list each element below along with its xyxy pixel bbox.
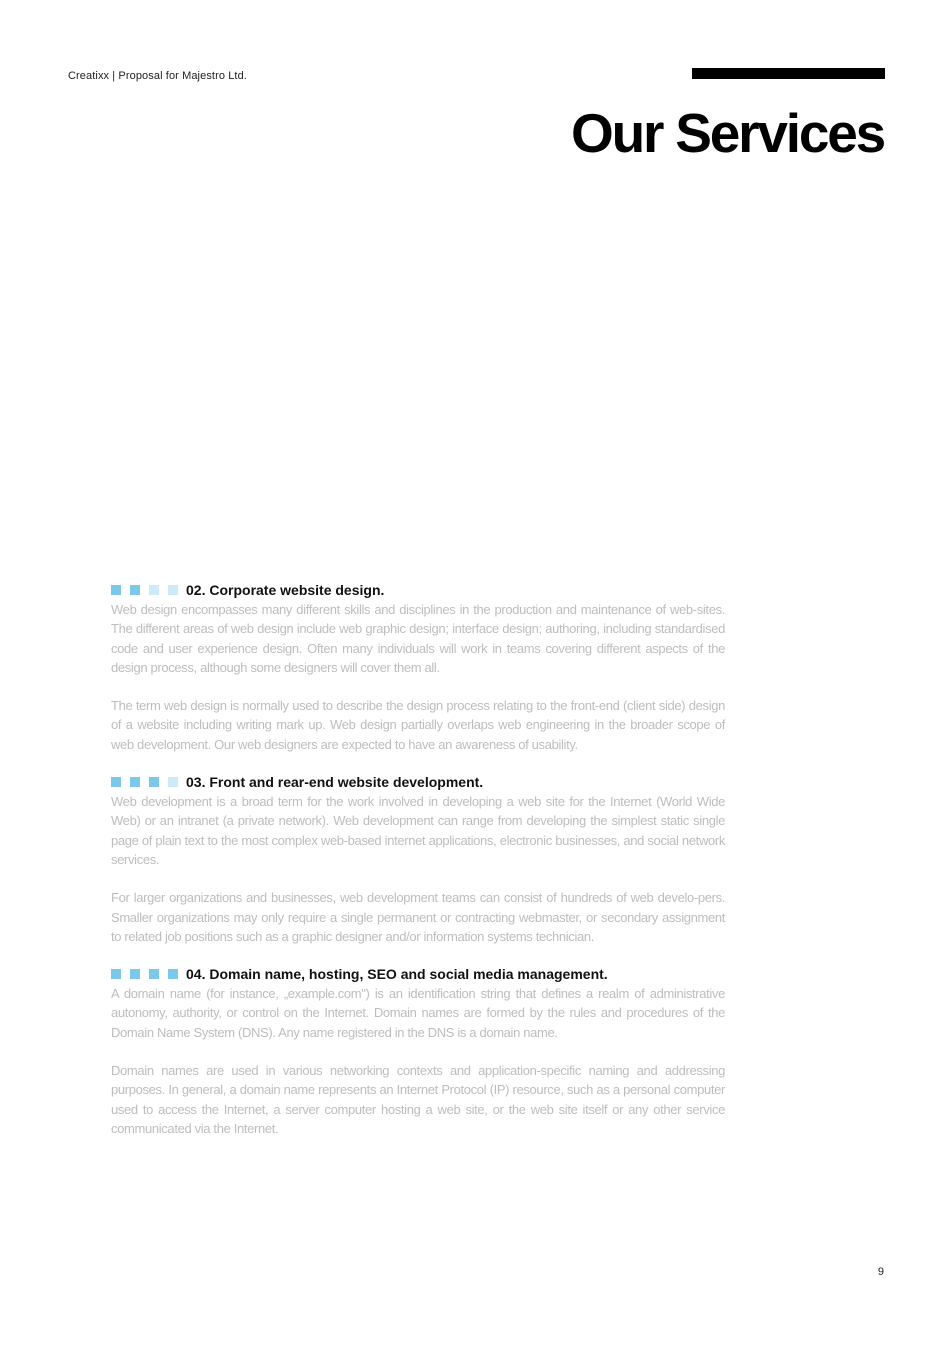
progress-square-empty [149,585,159,595]
section-paragraph: A domain name (for instance, „example.com") is an identification string that defines a realm of administrative autonomy, authority, or control on the Internet. Domain names are formed by the rules and procedures of the Domain Name System (DNS). Any name registered in the DNS is a domain name. [111,986,725,1040]
section-domain-hosting-seo [111,964,725,1138]
section-heading-text: 04. Domain name, hosting, SEO and social media management. [186,966,608,983]
progress-square-filled [130,969,140,979]
section-heading [111,772,725,792]
page-title: Our Services [571,102,884,164]
section-paragraph: For larger organizations and businesses, web development teams can consist of hundreds of web develo-pers. Smaller organizations may only require a single permanent or contracting webmaster, or secondary assignment to related job positions such as a graphic designer and/or information systems technician. [111,890,725,944]
section-paragraph: Web development is a broad term for the work involved in developing a web site for the Internet (World Wide Web) or an intranet (a private network). Web development can range from developing the simplest static single page of plain text to the most complex web-based internet applications, electronic businesses, and social network services. [111,794,725,867]
progress-square-filled [149,777,159,787]
progress-square-filled [130,777,140,787]
progress-squares [111,585,178,595]
services-content [111,580,725,1138]
progress-square-filled [168,969,178,979]
section-paragraph: Web design encompasses many different skills and disciplines in the production and maintenance of web-sites. The different areas of web design include web graphic design; interface design; authoring, including standardised code and user experience design. Often many individuals will work in teams covering different aspects of the design process, although some designers will cover them all. [111,602,725,675]
section-heading [111,964,725,984]
progress-square-filled [149,969,159,979]
document-header: Creatixx | Proposal for Majestro Ltd. [68,70,247,82]
progress-square-empty [168,585,178,595]
progress-square-filled [111,969,121,979]
section-heading [111,580,725,600]
progress-square-empty [168,777,178,787]
section-heading-text: 03. Front and rear-end website development. [186,774,484,791]
progress-squares [111,777,178,787]
progress-square-filled [111,777,121,787]
section-paragraph: The term web design is normally used to describe the design process relating to the front-end (client side) design of a website including writing mark up. Web design partially overlaps web engineering in the broader scope of web development. Our web designers are expected to have an awareness of usability. [111,698,725,752]
progress-square-filled [111,585,121,595]
section-website-development [111,772,725,946]
section-corporate-website-design [111,580,725,754]
progress-squares [111,969,178,979]
progress-square-filled [130,585,140,595]
section-paragraph: Domain names are used in various networking contexts and application-specific naming and addressing purposes. In general, a domain name represents an Internet Protocol (IP) resource, such as a personal computer used to access the Internet, a server computer hosting a web site, or the web site itself or any other service communicated via the Internet. [111,1063,725,1136]
header-accent-bar [692,68,885,79]
section-heading-text: 02. Corporate website design. [186,582,385,598]
page-number: 9 [877,1266,884,1278]
